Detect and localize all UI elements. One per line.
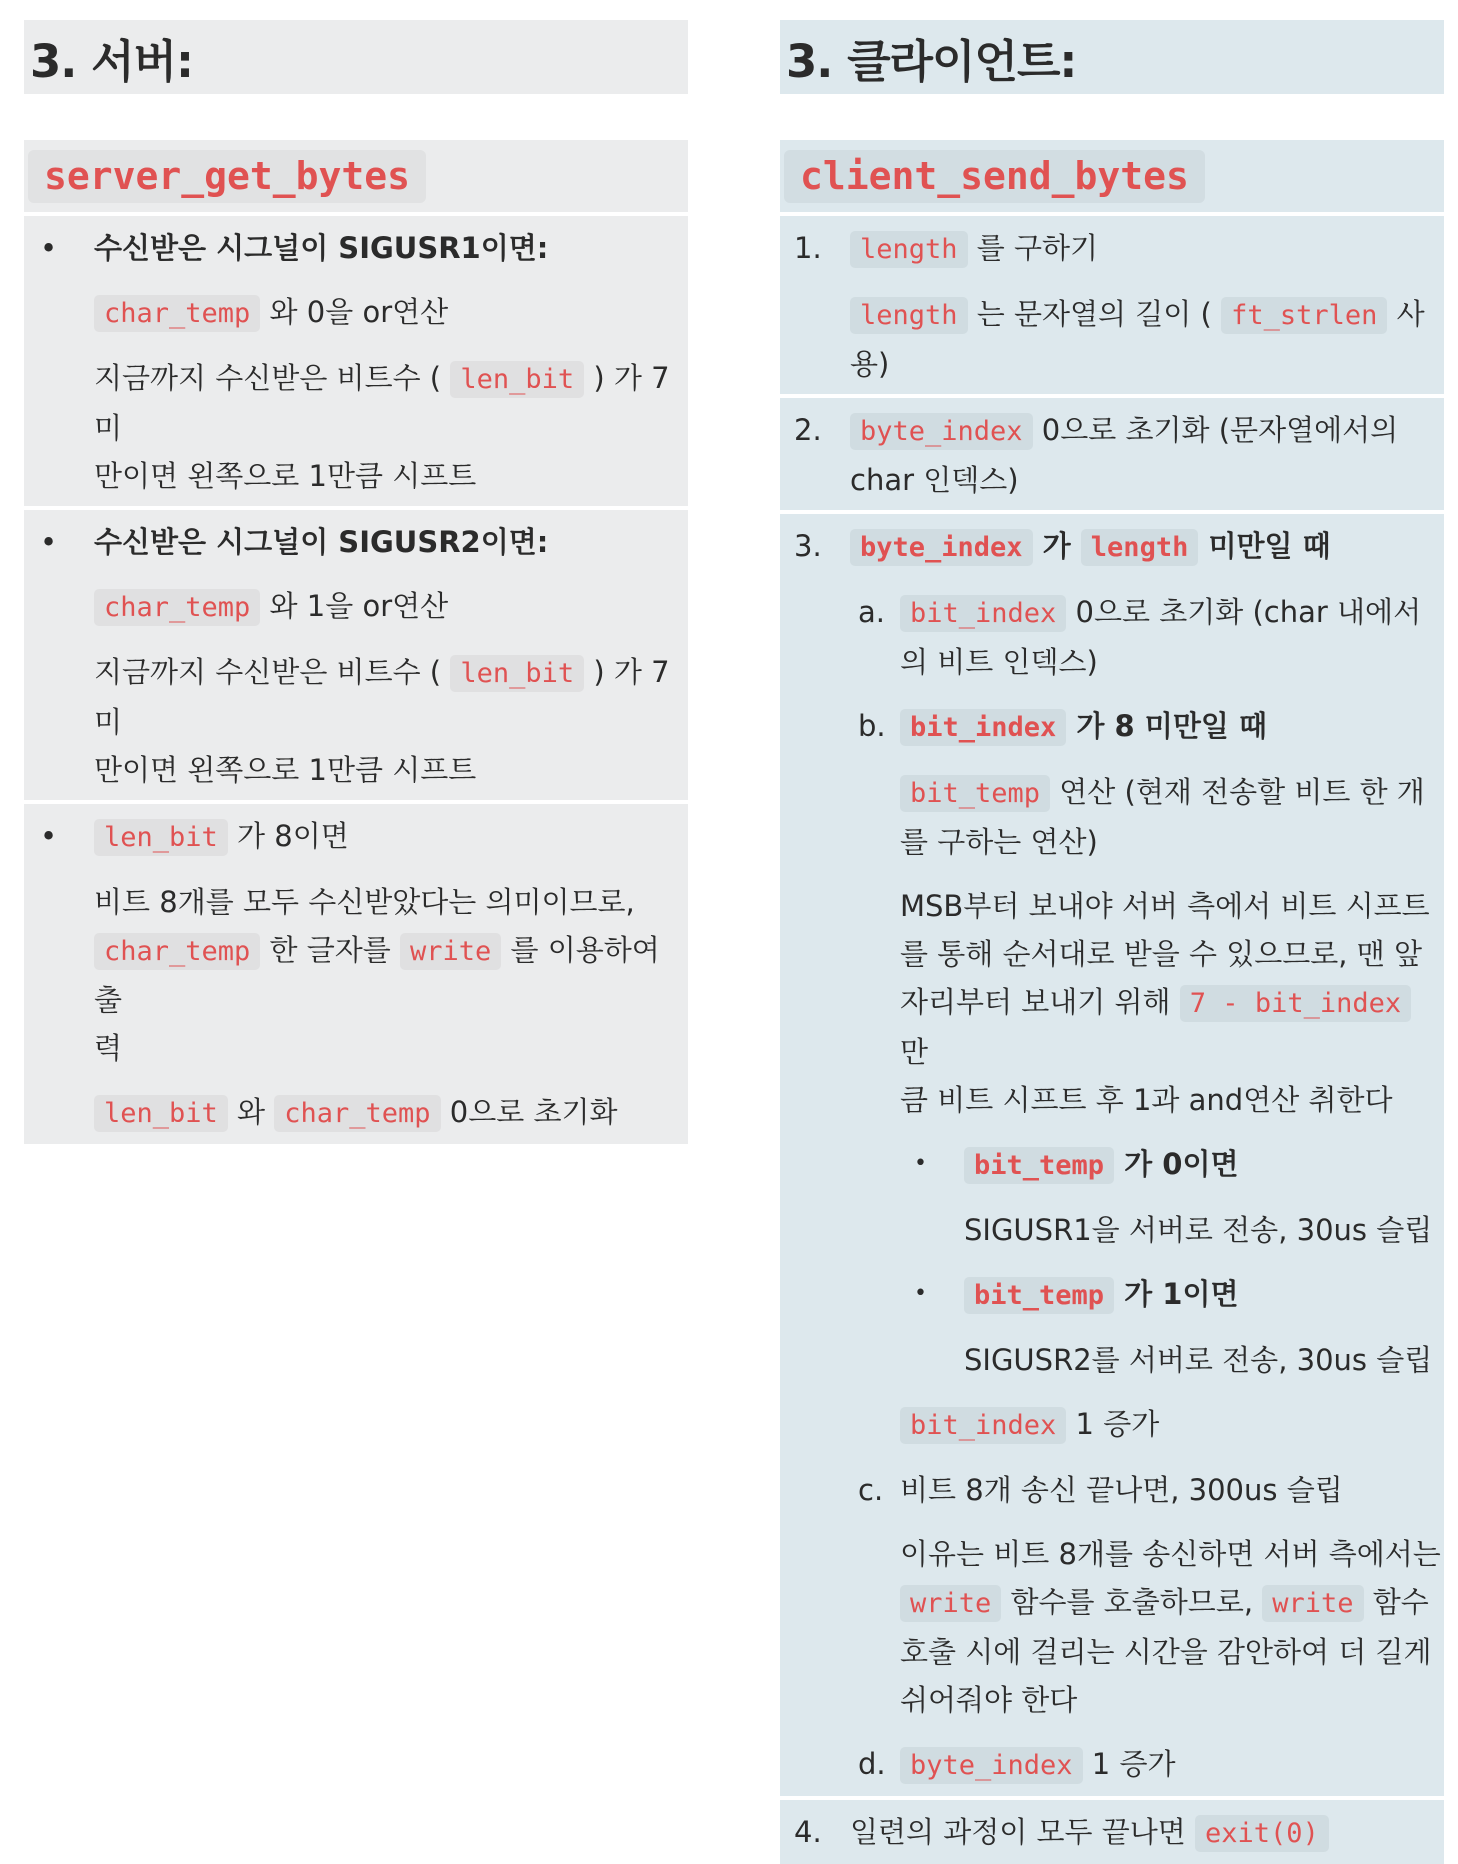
server-column [24,20,688,1144]
bullet-marker: • [914,1151,927,1176]
substep-text: 비트 8개 송신 끝나면, 300us 슬립 [900,1473,1343,1507]
client-function-box [780,140,1444,212]
code-char-temp: char_temp [94,933,260,970]
step-title: 미만일 때 [1208,529,1331,563]
substep-text: 1 증가 [1091,1747,1176,1781]
substep-marker: a. [858,595,885,629]
bullet-title: 가 0이면 [1124,1147,1239,1181]
item-text: 와 [237,1095,266,1129]
code-length: length [1081,529,1199,566]
item-text: 를 이용하여 출 [94,933,660,1017]
item-text: 와 0을 or연산 [269,295,449,329]
code-char-temp: char_temp [94,589,260,626]
server-item-len-bit-8 [24,804,688,1144]
substep-text: 만 [900,1035,929,1069]
substep-d [850,1740,1444,1790]
code-ft-strlen: ft_strlen [1221,297,1387,334]
item-text: ) 가 7 미 [94,361,670,445]
substep-text: 1 증가 [1075,1407,1160,1441]
server-heading: 3. 서버: [24,20,688,94]
code-len-bit: len_bit [450,655,584,692]
code-len-bit: len_bit [450,361,584,398]
item-text: 지금까지 수신받은 비트수 ( [94,655,442,689]
substep-marker: b. [858,709,886,743]
step-text: 0으로 초기화 (문자열에서의 [1041,413,1399,447]
code-bit-index: bit_index [900,709,1066,746]
bullet-marker: • [40,819,58,853]
step-marker: 1. [794,231,822,265]
substep-marker: d. [858,1747,886,1781]
client-step-4 [780,1800,1444,1864]
substep-title: 가 8 미만일 때 [1076,709,1267,743]
step-marker: 3. [794,529,822,563]
substep-text: 를 구하는 연산) [900,825,1098,859]
client-function-name: client_send_bytes [784,150,1205,203]
code-byte-index: byte_index [850,413,1033,450]
code-exit: exit(0) [1195,1815,1329,1852]
substep-text: 쉬어줘야 한다 [900,1683,1078,1717]
substep-text: 함수를 호출하므로, [1010,1585,1254,1619]
server-item-sigusr1 [24,216,688,506]
substep-text: 를 통해 순서대로 받을 수 있으므로, 맨 앞 [900,937,1422,971]
bullet-marker: • [40,525,58,559]
substep-c [850,1466,1444,1724]
substep-marker: c. [858,1473,884,1507]
step-text: char 인덱스) [850,463,1019,497]
item-text: 0으로 초기화 [449,1095,618,1129]
item-title: 가 8이면 [237,819,349,853]
step-text: 를 구하기 [976,231,1099,265]
code-bit-temp: bit_temp [900,775,1050,812]
bullet-text: SIGUSR2를 서버로 전송, 30us 슬립 [964,1343,1433,1377]
bit-temp-1-bullet [900,1270,1444,1384]
client-step-3 [780,514,1444,1796]
code-write: write [900,1585,1001,1622]
bullet-marker: • [40,231,58,265]
code-char-temp: char_temp [274,1095,440,1132]
bit-temp-0-bullet [900,1140,1444,1254]
code-char-temp: char_temp [94,295,260,332]
substep-text: 연산 (현재 전송할 비트 한 개 [1059,775,1425,809]
step-title: 가 [1042,529,1071,563]
code-length: length [850,297,968,334]
step-marker: 2. [794,413,822,447]
item-title: 수신받은 시그널이 SIGUSR1이면: [94,231,549,265]
item-text: 지금까지 수신받은 비트수 ( [94,361,442,395]
step-text: 사용) [850,297,1425,381]
client-step-1 [780,216,1444,394]
step-marker: 4. [794,1815,822,1849]
item-text: ) 가 7 미 [94,655,670,739]
client-heading: 3. 클라이언트: [780,20,1444,94]
client-column [780,20,1444,1864]
code-byte-index: byte_index [900,1747,1083,1784]
server-item-sigusr2 [24,510,688,800]
substep-b [850,702,1444,1450]
substep-text: 함수 [1372,1585,1429,1619]
item-text: 만이면 왼쪽으로 1만큼 시프트 [94,459,477,493]
step-text: 는 문자열의 길이 ( [976,297,1212,331]
code-length: length [850,231,968,268]
code-bit-temp: bit_temp [964,1147,1114,1184]
bullet-title: 가 1이면 [1124,1277,1239,1311]
bullet-marker: • [914,1281,927,1306]
item-text: 와 1을 or연산 [269,589,449,623]
substep-text: 0으로 초기화 (char 내에서 [1075,595,1422,629]
item-text: 만이면 왼쪽으로 1만큼 시프트 [94,753,477,787]
code-bit-temp: bit_temp [964,1277,1114,1314]
code-write: write [1262,1585,1363,1622]
code-write: write [400,933,501,970]
code-bit-index: bit_index [900,1407,1066,1444]
item-text: 한 글자를 [269,933,391,967]
substep-text: 큼 비트 시프트 후 1과 and연산 취한다 [900,1083,1393,1117]
code-len-bit: len_bit [94,819,228,856]
server-function-box [24,140,688,212]
code-byte-index: byte_index [850,529,1033,566]
bullet-text: SIGUSR1을 서버로 전송, 30us 슬립 [964,1213,1433,1247]
substep-text: MSB부터 보내야 서버 측에서 비트 시프트 [900,889,1430,923]
item-text: 비트 8개를 모두 수신받았다는 의미이므로, [94,885,635,919]
code-7-minus-bit-index: 7 - bit_index [1180,985,1411,1022]
code-len-bit: len_bit [94,1095,228,1132]
substep-text: 이유는 비트 8개를 송신하면 서버 측에서는 [900,1537,1441,1571]
code-bit-index: bit_index [900,595,1066,632]
server-function-name: server_get_bytes [28,150,426,203]
substep-text: 자리부터 보내기 위해 [900,985,1171,1019]
substep-text: 호출 시에 걸리는 시간을 감안하여 더 길게 [900,1635,1432,1669]
substep-a [850,588,1444,686]
step-text: 일련의 과정이 모두 끝나면 [850,1815,1186,1849]
client-step-2 [780,398,1444,510]
item-title: 수신받은 시그널이 SIGUSR2이면: [94,525,549,559]
substep-text: 의 비트 인덱스) [900,645,1098,679]
item-text: 력 [94,1031,123,1065]
